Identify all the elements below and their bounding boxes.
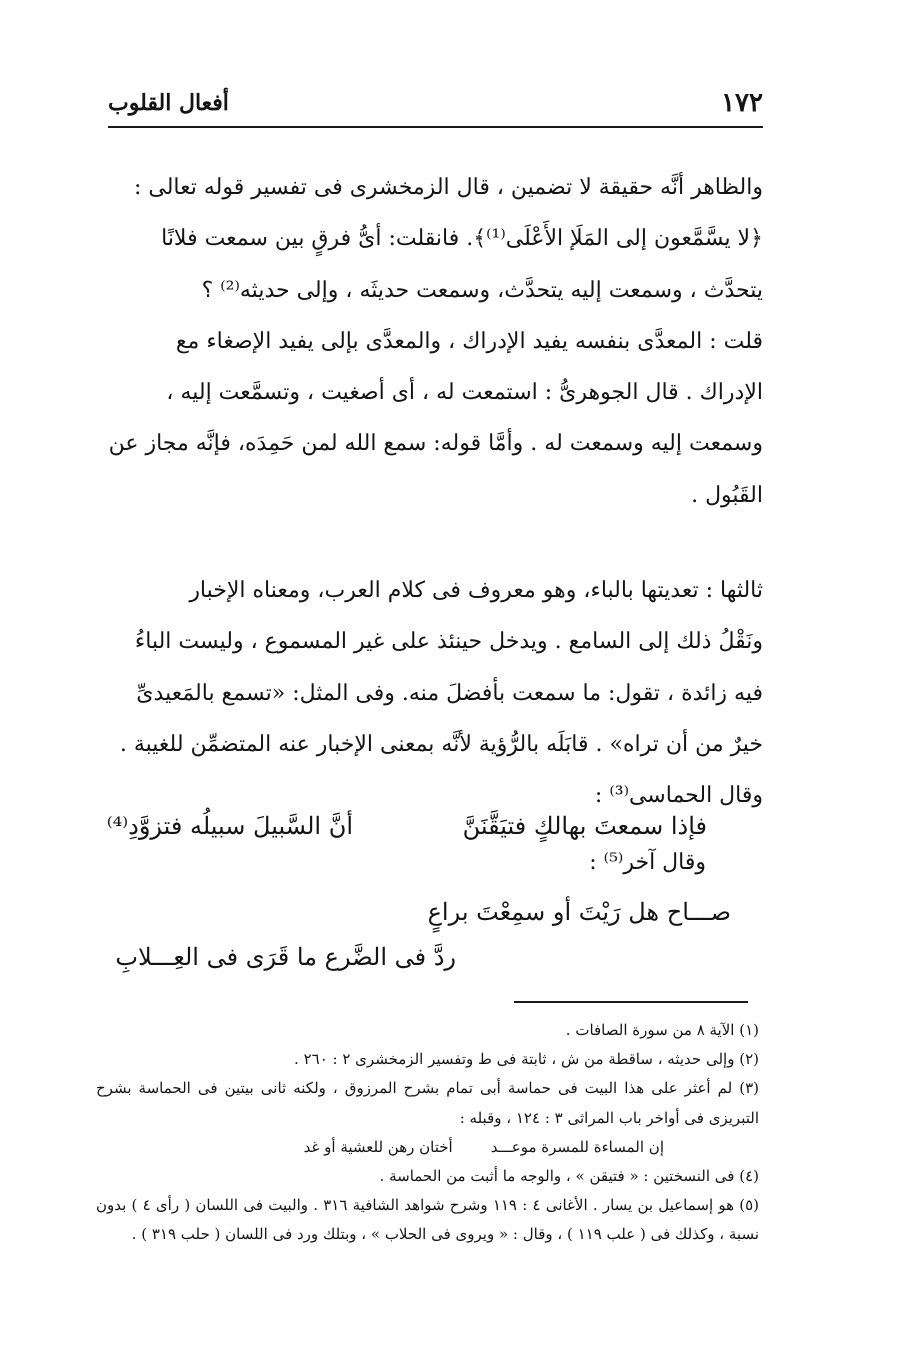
text-line: وقال الحماسى⁽³⁾ : bbox=[594, 783, 763, 809]
poem2-line-1: صـــاح هل رَيْتَ أو سمِعْتَ براعٍ bbox=[427, 898, 731, 926]
text-line: ونَقْلُ ذلك إلى السامع . ويدخل حينئذ على غير المسموع ، وليست الباءُ bbox=[134, 629, 763, 655]
paragraph-gap bbox=[108, 521, 763, 565]
footnote-2: (٢) وإلى حديثه ، ساقطة من ش ، ثابتة فى ط وتفسير الزمخشرى ٢ : ٢٦٠ . bbox=[294, 1050, 759, 1069]
footnote-3: (٣) لم أعثر على هذا البيت فى حماسة أبى تمام بشرح المرزوق ، ولكنه ثانى بيتين فى الحماسة بشرح التبريزى فى أواخر باب المراثى ٣ : ١٢٤ ، وقبله : bbox=[96, 1079, 759, 1127]
text-line: وسمعت إليه وسمعت له . وأمَّا قوله: سمع الله لمن حَمِدَه، فإنَّه مجاز عن bbox=[108, 431, 763, 457]
page-header bbox=[108, 82, 763, 128]
text-line: القَبُول . bbox=[691, 482, 763, 508]
footnote-verse bbox=[96, 1133, 759, 1162]
footnote-separator bbox=[514, 1001, 748, 1003]
running-title: أفعال القلوب bbox=[108, 90, 229, 116]
poem2-intro: وقال آخر⁽⁵⁾ : bbox=[589, 850, 706, 875]
footnote-4: (٤) فى النسختين : « فتيقن » ، والوجه ما أثبت من الحماسة . bbox=[379, 1167, 759, 1186]
text-line: فيه زائدة ، تقول: ما سمعت بأفضلَ منه. وفى المثل: «تسمع بالمَعيدىِّ bbox=[136, 680, 763, 706]
text-line: قلت : المعدَّى بنفسه يفيد الإدراك ، والمعدَّى بإلى يفيد الإصغاء مع bbox=[175, 328, 763, 354]
text-line: ﴿لا يسَّمَّعون إلى المَلَإ الأَعْلَى⁽¹⁾﴾. فانقلت: أىُّ فرقٍ بين سمعت فلانًا bbox=[161, 226, 763, 252]
text-line: يتحدَّث ، وسمعت إليه يتحدَّث، وسمعت حديثَه ، وإلى حديثه⁽²⁾ ؟ bbox=[201, 277, 763, 303]
text-line: والظاهر أنَّه حقيقة لا تضمين ، قال الزمخشرى فى تفسير قوله تعالى : bbox=[133, 175, 763, 200]
page-number: ١٧٢ bbox=[721, 88, 763, 118]
text-line: الإدراك . قال الجوهرىُّ : استمعت له ، أى أصغيت ، وتسمَّعت إليه ، bbox=[166, 380, 763, 406]
footnote-1: (١) الآية ٨ من سورة الصافات . bbox=[565, 1021, 759, 1039]
poem2-line-2: ردَّ فى الضَّرع ما قَرَى فى العِـــلابِ bbox=[115, 943, 456, 971]
footnote-verse-hemistich-2: أختان رهن للعشية أو غد bbox=[303, 1137, 453, 1156]
footnotes bbox=[96, 1016, 759, 1250]
poem1-hemistich-2: أنَّ السَّبيلَ سبيلُه فتزوَّدِ⁽⁴⁾ bbox=[106, 812, 353, 840]
footnote-5: (٥) هو إسماعيل بن يسار . الأغانى ٤ : ١١٩ وشرح شواهد الشافية ٣١٦ . والبيت فى اللسان ( رأى ٤ ) بدون نسبة ، وكذلك فى ( علب ١١٩ ) ، وقال : « ويروى فى الحلاب » ، وبتلك ورد فى اللسان ( حلب ٣١٩ ) . bbox=[96, 1196, 760, 1244]
poem1-hemistich-1: فإذا سمعتَ بهالكٍ فتيَقَّنَنَّ bbox=[462, 812, 707, 840]
text-line: خيرٌ من أن تراه» . قابَلَه بالرُّؤية لأنَّه بمعنى الإخبار عنه المتضمِّن للغيبة . bbox=[119, 731, 763, 757]
text-line: ثالثها : تعديتها بالباء، وهو معروف فى كلام العرب، ومعناه الإخبار bbox=[189, 578, 763, 604]
main-text bbox=[108, 162, 763, 822]
footnote-verse-hemistich-1: إن المساءة للمسرة موعـــد bbox=[490, 1137, 664, 1156]
